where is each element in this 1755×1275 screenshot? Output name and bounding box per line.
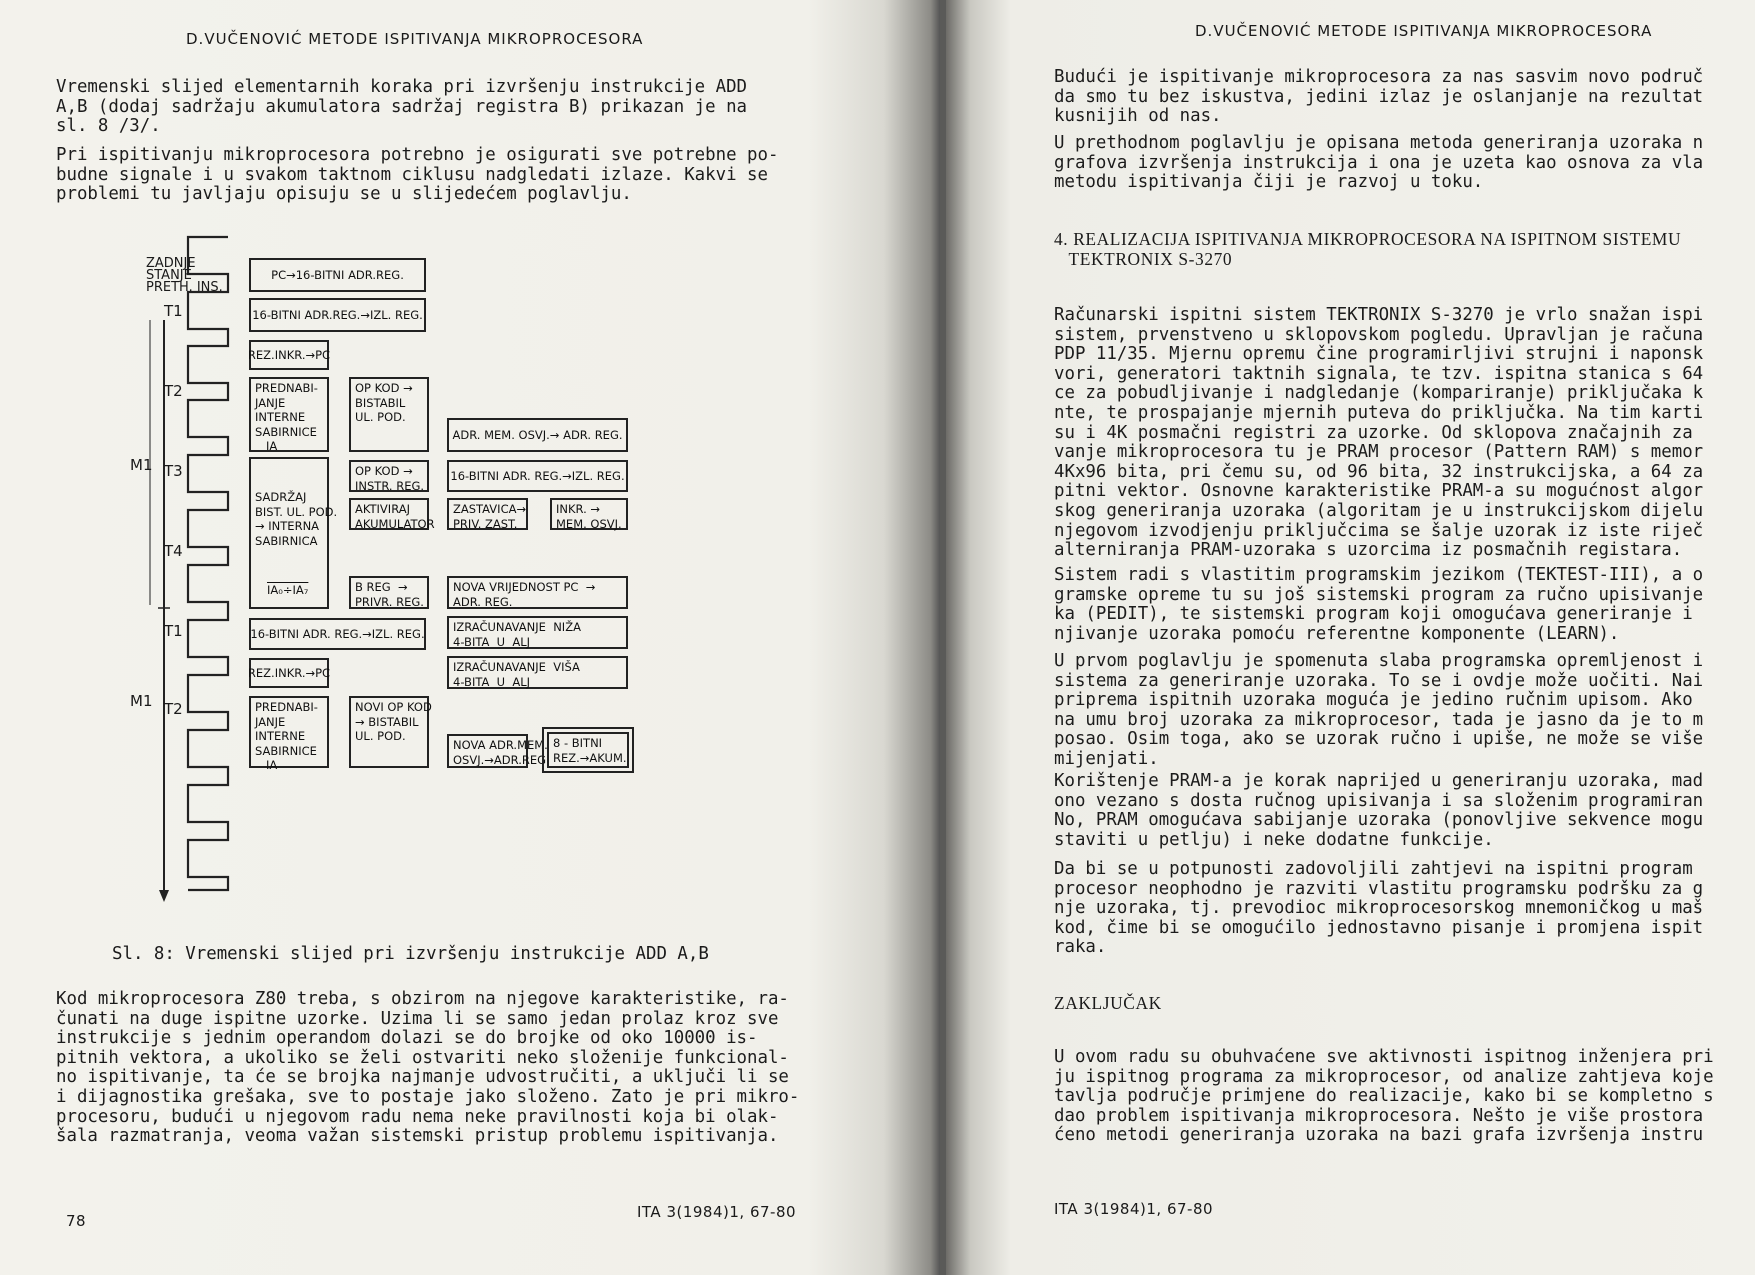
right-paragraph-2: U prethodnom poglavlju je opisana metoda generiranja uzoraka n grafova izvršenja instrukcija i ona je uzeta kao osnova za vla metodu ispitivanja čiji je razvoj u toku. xyxy=(1054,133,1704,193)
m1-label-first: M1 xyxy=(130,456,153,474)
diagram-box-op-kod-bistabil: OP KOD → BISTABIL UL. POD. xyxy=(349,377,429,452)
t-label-t4: T4 xyxy=(164,542,183,560)
diagram-box-adr-reg-to-izl-reg: 16-BITNI ADR.REG.→IZL. REG. xyxy=(249,298,426,332)
diagram-box-prednabijanje-1: PREDNABI- JANJE INTERNE SABIRNICE IA xyxy=(249,377,329,452)
right-paragraph-8: U ovom radu su obuhvaćene sve aktivnosti ispitnog inženjera pri ju ispitnog programa za mikroprocesor, od analize zahtjeva koje tavlja područje primjene do realizacije, kako bi se kompletno s dao problem ispitivanja mikroprocesora. Nešto je više prostora ćeno metodi generiranja uzoraka na bazi grafa izvršenja instru xyxy=(1054,1047,1714,1146)
left-running-header: D.VUČENOVIĆ METODE ISPITIVANJA MIKROPROCESORA xyxy=(186,30,644,48)
section-4-heading: 4. REALIZACIJA ISPITIVANJA MIKROPROCESORA NA ISPITNOM SISTEMU TEKTRONIX S-3270 xyxy=(1054,229,1682,269)
diagram-box-prednabijanje-2: PREDNABI- JANJE INTERNE SABIRNICE IA xyxy=(249,696,329,768)
right-paragraph-4: Sistem radi s vlastitim programskim jezikom (TEKTEST-III), a o gramske opreme tu su još sistemski program za ručno upisivanje ka (PEDIT), te sistemski program koji omogućava generiranje i njivanje uzoraka pomoću referentne komponente (LEARN). xyxy=(1054,565,1704,644)
t-label-t1-second: T1 xyxy=(164,622,183,640)
left-citation: ITA 3(1984)1, 67-80 xyxy=(637,1203,797,1221)
right-paragraph-7: Da bi se u potpunosti zadovoljili zahtjevi na ispitni program procesor neophodno je razviti vlastitu programsku podršku za g nje uzoraka, tj. prevodioc mikroprocesorskog mnemoničkog u maš kod, čime bi se omogućilo jednostavno pisanje i promjena ispit raka. xyxy=(1054,859,1704,958)
diagram-box-adr-reg-izl-reg-t1: 16-BITNI ADR. REG.→IZL. REG. xyxy=(249,618,426,650)
t-label-t3: T3 xyxy=(164,462,183,480)
diagram-box-op-kod-instr-reg: OP KOD → INSTR. REG. xyxy=(349,460,429,492)
diagram-box-vise-4-bita: IZRAČUNAVANJE VIŠA 4-BITA U ALJ xyxy=(447,656,628,689)
left-paragraph-2: Pri ispitivanju mikroprocesora potrebno je osigurati sve potrebne po- budne signale i u svakom taktnom ciklusu nadgledati izlaze. Kakvi se problemi tu javljaju opisuju se u slijedećem poglavlju. xyxy=(56,145,779,205)
diagram-box-adr-mem-osvj: ADR. MEM. OSVJ.→ ADR. REG. xyxy=(447,418,628,452)
right-citation: ITA 3(1984)1, 67-80 xyxy=(1054,1200,1214,1218)
t-label-t1-first: T1 xyxy=(164,302,183,320)
diagram-box-sadrzaj-bist xyxy=(249,457,338,609)
right-paragraph-6: Korištenje PRAM-a je korak naprijed u generiranju uzoraka, mad ono vezano s dosta ručnog upisivanja i sa složenim programiran No, PRAM omogućava sabijanje uzoraka (ponovljive sekvence mogu staviti u petlju) i neke dodatne funkcije. xyxy=(1054,771,1704,850)
left-paragraph-3: Kod mikroprocesora Z80 treba, s obzirom na njegove karakteristike, ra- čunati na duge ispitne uzorke. Uzima li se samo jedan prolaz kroz sve instrukcije s jednim operandom dolazi se do brojke od oko 10000 is- pitnih vektora, a ukoliko se želi ostvariti neko složenije funkcional- no ispitivanje, ta će se brojka najmanje udvostručiti, a uključi li se i dijagnostika grešaka, sve to postaje jako složeno. Zato je pri mikro- procesoru, budući u njegovom radu nema neke pravilnosti koja bi olak- šala razmatranja, veoma važan sistemski pristup problemu ispitivanja. xyxy=(56,989,800,1147)
right-paragraph-3: Računarski ispitni sistem TEKTRONIX S-3270 je vrlo snažan ispi sistem, prvenstveno u sklopovskom pogledu. Upravljan je računa PDP 11/35. Mjernu opremu čine programirljivi strujni i naponsk vori, generatori taktnih signala, te tzv. ispitna stanica s 64 ce za pobudljivanje i nadgledanje (kompariranje) priključaka k nte, te prospajanje mjernih puteva do priključka. Na tim karti su i 4K posmačni registri za uzorke. Od sklopova značajnih za vanje mikroprocesora tu je PRAM procesor (Pattern RAM) s memor 4Kx96 bita, pri čemu su, od 96 bita, 32 instrukcijska, a 64 za pitni vektor. Osnovne karakteristike PRAM-a su mogućnost algor skog generiranja uzoraka (algoritam je u instrukcijskom dijelu njegovom izvodjenju priključcima se šalje uzorak iz iste riječ alterniranja PRAM-uzoraka s uzorcima iz posmačnih registara. xyxy=(1054,305,1704,561)
diagram-box-rez-inkr-pc: REZ.INKR.→PC xyxy=(249,340,329,370)
right-paragraph-5: U prvom poglavlju je spomenuta slaba programska opremljenost i sistema za generiranje uzoraka. To se i ovdje može uočiti. Nai priprema ispitnih uzoraka moguća je jedino ručnim upisom. Ako na umu broj uzoraka za mikroprocesor, tada je jasno da je to m posao. Osim toga, ako se uzorak ručno i upiše, ne može se više mijenjati. xyxy=(1054,651,1704,769)
diagram-box-nova-adr-mem: NOVA ADR.MEM. OSVJ.→ADR.REG. xyxy=(447,734,528,768)
diagram-box-b-reg: B REG → PRIVR. REG. xyxy=(349,576,429,609)
diagram-box-nova-vrijednost-pc: NOVA VRIJEDNOST PC → ADR. REG. xyxy=(447,576,628,609)
diagram-box-nize-4-bita: IZRAČUNAVANJE NIŽA 4-BITA U ALJ xyxy=(447,616,628,649)
page-number: 78 xyxy=(66,1212,87,1230)
timing-diagram-figure xyxy=(130,230,720,910)
diagram-box-ia-range: IA₀÷IA₇ xyxy=(267,583,309,597)
diagram-box-adr-reg-izl-reg-t3: 16-BITNI ADR. REG.→IZL. REG. xyxy=(447,460,628,492)
right-paragraph-1: Budući je ispitivanje mikroprocesora za nas sasvim novo područ da smo tu bez iskustva, jedini izlaz je oslanjanje na rezultat kusnijih od nas. xyxy=(1054,67,1704,127)
t-label-t2-second: T2 xyxy=(164,700,183,718)
figure-caption: Sl. 8: Vremenski slijed pri izvršenju instrukcije ADD A,B xyxy=(112,944,709,964)
diagram-box-zastavica: ZASTAVICA→ PRIV. ZAST. xyxy=(447,498,528,530)
left-paragraph-1: Vremenski slijed elementarnih koraka pri izvršenju instrukcije ADD A,B (dodaj sadržaju akumulatora sadržaj registra B) prikazan je na sl. 8 /3/. xyxy=(56,77,748,137)
t-label-t2-first: T2 xyxy=(164,382,183,400)
diagram-box-8-bitni-rez: 8 - BITNI REZ.→AKUM. xyxy=(547,732,629,768)
right-page xyxy=(946,0,1755,1275)
clock-waveform xyxy=(130,230,720,910)
right-running-header: D.VUČENOVIĆ METODE ISPITIVANJA MIKROPROCESORA xyxy=(1195,22,1653,40)
m1-label-second: M1 xyxy=(130,692,153,710)
diagram-box-rez-inkr-pc-2: REZ.INKR.→PC xyxy=(249,658,329,688)
diagram-box-sadrzaj-text: SADRŽAJ BIST. UL. POD. → INTERNA SABIRNICA xyxy=(255,490,338,548)
diagram-box-pc-to-adr-reg: PC→16-BITNI ADR.REG. xyxy=(249,258,426,292)
diagram-box-aktiviraj-akumulator: AKTIVIRAJ AKUMULATOR xyxy=(349,498,429,530)
previous-state-label: ZADNJE STANJE PRETH. INS. xyxy=(146,256,223,295)
conclusion-heading: ZAKLJUČAK xyxy=(1054,993,1162,1013)
diagram-box-novi-op-kod: NOVI OP KOD → BISTABIL UL. POD. xyxy=(349,696,429,768)
diagram-box-inkr-mem-osvj: INKR. → MEM. OSVJ. xyxy=(550,498,628,530)
